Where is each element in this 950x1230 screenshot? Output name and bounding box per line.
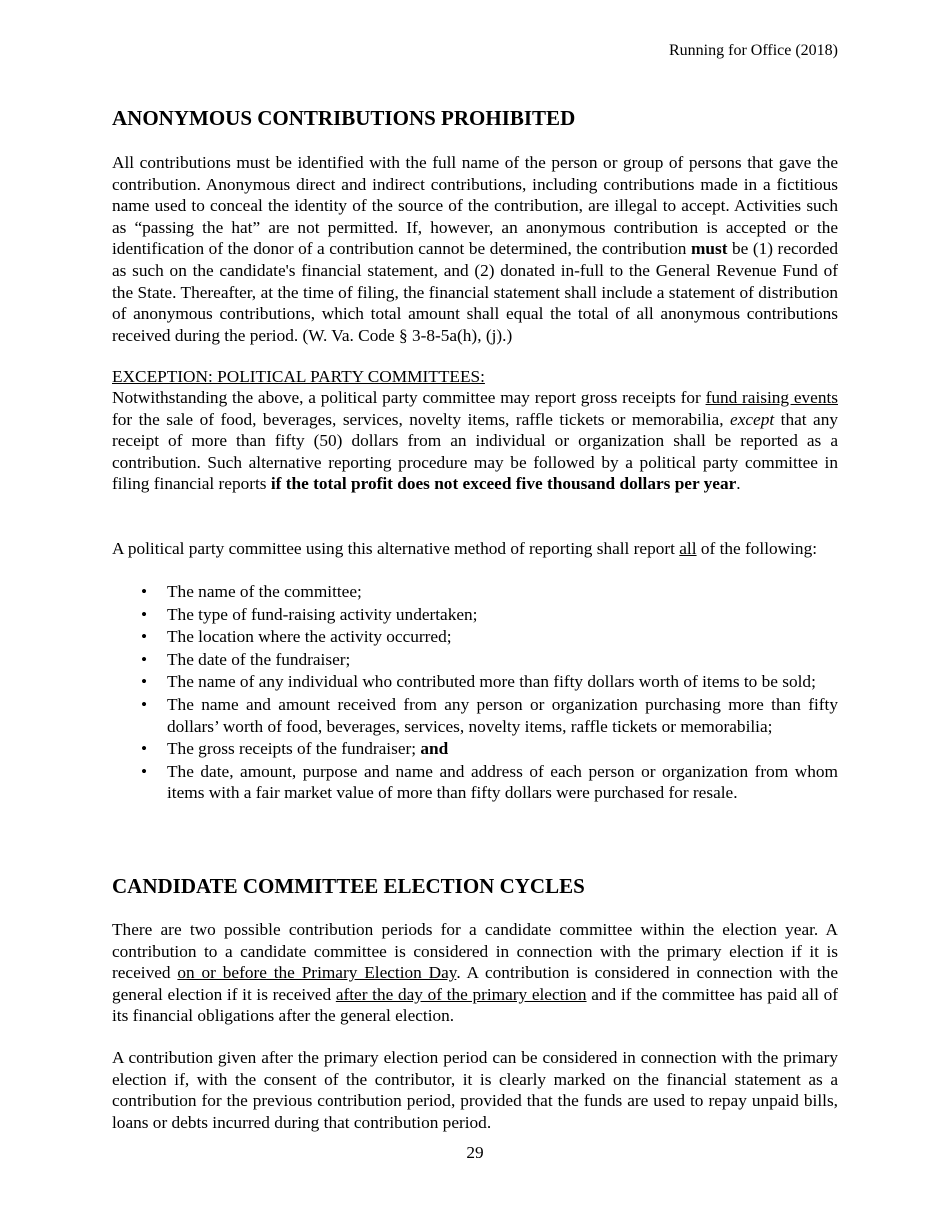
emphasis-must: must xyxy=(690,239,728,259)
section-heading-election-cycles: CANDIDATE COMMITTEE ELECTION CYCLES xyxy=(112,874,585,898)
list-item xyxy=(112,694,838,737)
underlined-primary-day: on or before the Primary Election Day xyxy=(177,963,457,983)
text-run: A political party committee using this alternative method of reporting shall report xyxy=(112,539,680,558)
text-run: for the sale of food, beverages, services, novelty items, raffle tickets or memorabilia, xyxy=(112,409,731,429)
list-item-text: The name and amount received from any person or organization purchasing more than fifty dollars’ worth of food, beverages, services, novelty items, raffle tickets or memorabilia; xyxy=(167,694,838,736)
paragraph-after-primary: A contribution given after the primary election period can be considered in connection with the primary election if, with the consent of the contributor, it is clearly marked on the financial statement as a contribution for the previous contribution period, provided that the funds are used to repay unpaid bills, loans or debts incurred during that contribution period. xyxy=(112,1048,838,1132)
list-item-text: The date, amount, purpose and name and address of each person or organization from whom items with a fair market value of more than fifty dollars were purchased for resale. xyxy=(167,761,838,803)
paragraph-reporting-intro xyxy=(112,538,838,560)
text-run: of the following: xyxy=(696,539,818,558)
text-run: . xyxy=(736,474,741,494)
bullet-icon: • xyxy=(141,604,148,624)
underlined-after-primary: after the day of the primary election xyxy=(335,984,587,1004)
text-run: be (1) recorded as such on the candidate's financial statement, and (2) donated in-full to the General Revenue Fund of the State. Thereafter, at the time of filing, the financial statement shall include a statement of distribution of anonymous contributions, which total amount shall equal the total of all anonymous contributions received during the period. (W. Va. Code § 3-8-5a(h), (j).) xyxy=(112,239,839,345)
list-item-text: The name of the committee; xyxy=(167,582,362,601)
text-run: All contributions must be identified with the full name of the person or group of persons that gave the contribution. Anonymous direct and indirect contributions, including contributions made in a fictitious name used to conceal the identity of the source of the contribution, are illegal to accept. Activities such as “passing the hat” are not permitted. If, however, an anonymous contribution is accepted or the identification of the donor of a contribution cannot be determined, the contribution xyxy=(112,153,838,259)
list-item-text: The name of any individual who contributed more than fifty dollars worth of items to be sold; xyxy=(167,672,816,692)
list-item xyxy=(112,581,838,603)
reporting-requirements-list xyxy=(112,581,838,805)
underlined-fund-raising-events: fund raising events xyxy=(705,388,839,407)
bullet-icon: • xyxy=(141,627,148,647)
list-item xyxy=(112,649,838,671)
paragraph-contribution-periods xyxy=(112,919,838,1027)
list-item-text: The location where the activity occurred; xyxy=(167,627,452,647)
text-run: that any receipt of more than fifty (50) dollars from an individual or organization shall be reported as a contribution. Such alternative reporting procedure may be followed by a political party committee in filing financial reports xyxy=(112,409,838,494)
section-heading-anonymous: ANONYMOUS CONTRIBUTIONS PROHIBITED xyxy=(112,106,576,130)
paragraph-exception xyxy=(112,387,838,495)
exception-title xyxy=(112,366,838,388)
list-item xyxy=(112,738,838,760)
text-run: . A contribution is considered in connection with the general election if it is received xyxy=(112,963,838,1004)
text-run: and if the committee has paid all of its financial obligations after the general election. xyxy=(112,984,838,1026)
list-item xyxy=(112,761,838,804)
list-item-text: The gross receipts of the fundraiser; xyxy=(167,739,421,759)
page-number: 29 xyxy=(466,1143,484,1162)
exception-title-text: EXCEPTION: POLITICAL PARTY COMMITTEES: xyxy=(112,367,485,386)
text-run: Notwithstanding the above, a political party committee may report gross receipts for xyxy=(112,388,706,407)
list-item xyxy=(112,671,838,693)
bullet-icon: • xyxy=(141,761,148,781)
bullet-icon: • xyxy=(141,649,148,669)
text-run: There are two possible contribution periods for a candidate committee within the election year. A contribution to a candidate committee is considered in connection with the primary election if it is received xyxy=(112,920,838,983)
bold-and: and xyxy=(420,739,449,759)
paragraph-anonymous-contributions xyxy=(112,152,838,346)
italic-except: except xyxy=(730,409,775,429)
bullet-icon: • xyxy=(141,672,148,692)
running-header: Running for Office (2018) xyxy=(669,42,838,59)
list-item xyxy=(112,604,838,626)
bullet-icon: • xyxy=(141,739,148,759)
bullet-icon: • xyxy=(141,582,148,601)
bold-profit-limit: if the total profit does not exceed five thousand dollars per year xyxy=(270,474,737,494)
list-item-text: The type of fund-raising activity undertaken; xyxy=(167,604,478,624)
list-item-text: The date of the fundraiser; xyxy=(167,649,351,669)
bullet-icon: • xyxy=(141,694,148,714)
underlined-all: all xyxy=(679,539,697,558)
list-item xyxy=(112,626,838,648)
